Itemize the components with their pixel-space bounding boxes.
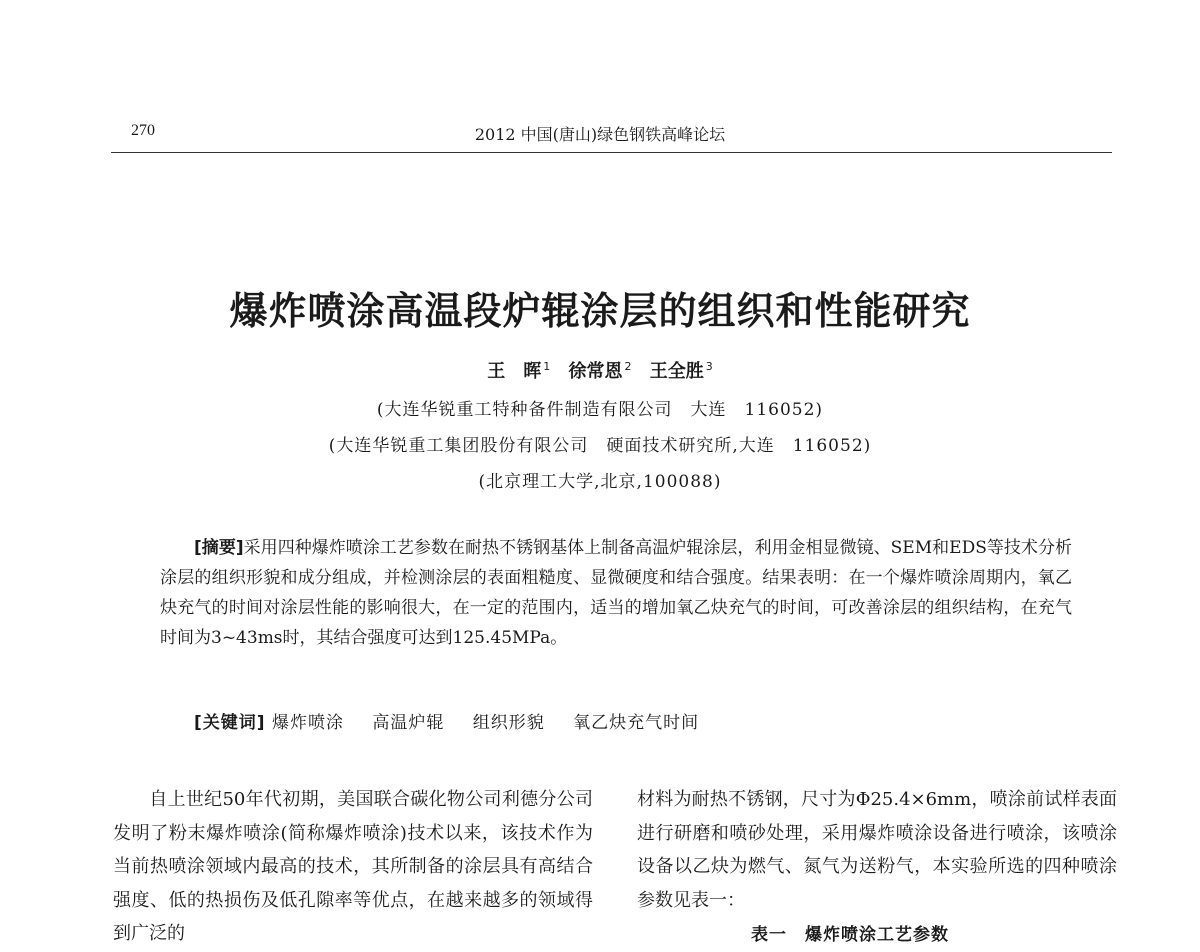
body-column-right — [637, 783, 1117, 917]
keyword: 氧乙炔充气时间 — [573, 713, 700, 733]
abstract — [160, 533, 1072, 653]
keyword: 组织形貌 — [472, 713, 545, 733]
paper-title: 爆炸喷涂高温段炉辊涂层的组织和性能研究 — [229, 289, 971, 333]
abstract-text: 采用四种爆炸喷涂工艺参数在耐热不锈钢基体上制备高温炉辊涂层，利用金相显微镜、SEM和EDS等技术分析涂层的组织形貌和成分组成，并检测涂层的表面粗糙度、显微硬度和结合强度。结果表明：在一个爆炸喷涂周期内，氧乙炔充气的时间对涂层性能的影响很大，在一定的范围内，适当的增加氧乙炔充气的时间，可改善涂层的组织结构，在充气时间为3~43ms时，其结合强度可达到125.45MPa。 — [160, 538, 1072, 648]
running-header: 2012 中国(唐山)绿色钢铁高峰论坛 — [474, 125, 726, 144]
affiliation: (大连华锐重工集团股份有限公司 硬面技术研究所,大连 116052) — [328, 436, 872, 456]
table-caption: 表一 爆炸喷涂工艺参数 — [751, 925, 949, 945]
author: 徐常恩 $^2$ — [568, 360, 632, 382]
affiliation: (大连华锐重工特种备件制造有限公司 大连 116052) — [376, 400, 824, 420]
keyword: 爆炸喷涂 — [271, 713, 344, 733]
keyword: 高温炉辊 — [372, 713, 445, 733]
author-list — [0, 357, 1200, 383]
body-paragraph: 自上世纪50年代初期，美国联合碳化物公司利德分公司发明了粉末爆炸喷涂(简称爆炸喷涂)技术以来，该技术作为当前热喷涂领域内最高的技术，其所制备的涂层具有高结合强度、低的热损伤及低孔隙率等优点，在越来越多的领域得到广泛的 — [113, 789, 593, 944]
affiliation: (北京理工大学,北京,100088) — [478, 472, 722, 492]
keywords-label: [关键词] — [194, 713, 266, 733]
keywords — [194, 708, 721, 733]
page-number: 270 — [131, 122, 155, 139]
body-paragraph: 材料为耐热不锈钢，尺寸为Φ25.4×6mm，喷涂前试样表面进行研磨和喷砂处理，采用爆炸喷涂设备进行喷涂，该喷涂设备以乙炔为燃气、氮气为送粉气，本实验所选的四种喷涂参数见表一： — [637, 789, 1117, 911]
author: 王全胜 $^3$ — [649, 360, 713, 382]
author: 王 晖 $^1$ — [487, 360, 551, 382]
abstract-label: [摘要] — [194, 538, 244, 558]
header-rule — [111, 152, 1112, 153]
body-column-left — [113, 783, 593, 951]
